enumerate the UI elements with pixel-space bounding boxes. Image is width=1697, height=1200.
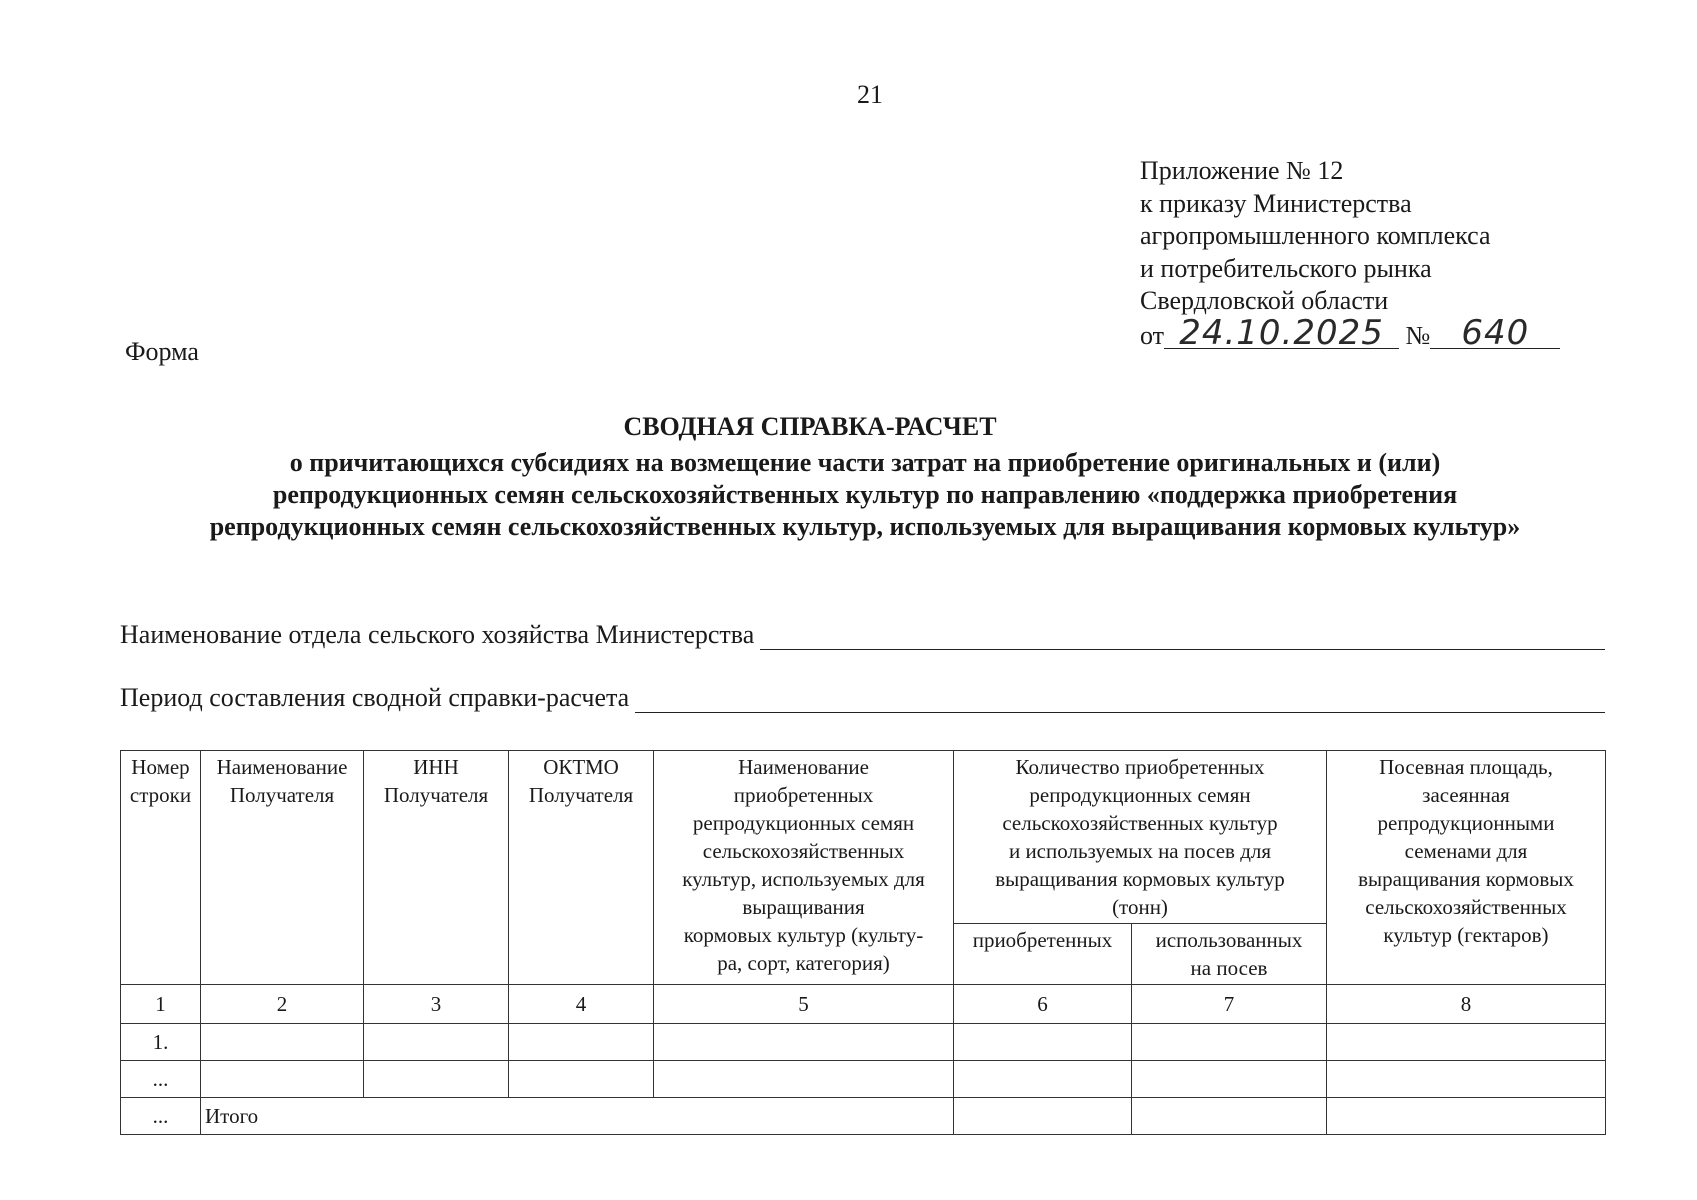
table-cell[interactable] [201, 1061, 364, 1098]
table-cell[interactable] [654, 1061, 954, 1098]
handwritten-date: 24.10.2025 [1164, 318, 1399, 349]
table-row [121, 1024, 1606, 1061]
subsidy-table [120, 750, 1606, 1135]
header-inn: ИНН Получателя [364, 751, 509, 985]
subtitle-line: репродукционных семян сельскохозяйственных культур по направлению «поддержка приобретения [272, 480, 1458, 509]
column-number: 7 [1132, 985, 1327, 1024]
header-purchased: приобретенных [954, 924, 1132, 985]
department-blank-line[interactable] [760, 627, 1605, 650]
form-label: Форма [125, 337, 199, 366]
column-number: 5 [654, 985, 954, 1024]
total-row [121, 1098, 1606, 1135]
table-cell[interactable] [654, 1024, 954, 1061]
row-number: 1. [121, 1024, 201, 1061]
number-label: № [1405, 320, 1431, 350]
header-row-number: Номер строки [121, 751, 201, 985]
table-cell[interactable] [1132, 1024, 1327, 1061]
table-cell[interactable] [1327, 1024, 1606, 1061]
department-label: Наименование отдела сельского хозяйства Министерства [120, 620, 755, 649]
order-date-number-line [1140, 312, 1560, 353]
header-oktmo: ОКТМО Получателя [509, 751, 654, 985]
period-label: Период составления сводной справки-расчета [120, 683, 630, 712]
table-cell[interactable] [364, 1024, 509, 1061]
subtitle-line: репродукционных семян сельскохозяйственных культур, используемых для выращивания кормовых культур» [209, 512, 1521, 541]
total-cell[interactable] [954, 1098, 1132, 1135]
header-seed-quantity: Количество приобретенных репродукционных семян сельскохозяйственных культур и используемых на посев для выращивания кормовых культур (тонн) [954, 751, 1327, 924]
column-number: 1 [121, 985, 201, 1024]
table-cell[interactable] [509, 1024, 654, 1061]
document-title: СВОДНАЯ СПРАВКА-РАСЧЕТ [623, 412, 997, 441]
total-cell[interactable] [1327, 1098, 1606, 1135]
column-number: 4 [509, 985, 654, 1024]
appendix-line: и потребительского рынка [1140, 253, 1432, 283]
page-number: 21 [857, 80, 883, 109]
total-label: Итого [201, 1098, 954, 1135]
header-sown-area: Посевная площадь, засеянная репродукционными семенами для выращивания кормовых сельскохозяйственных культур (гектаров) [1327, 751, 1606, 985]
header-row [121, 751, 1606, 924]
column-number: 8 [1327, 985, 1606, 1024]
column-number: 6 [954, 985, 1132, 1024]
subtitle-line: о причитающихся субсидиях на возмещение части затрат на приобретение оригинальных и (или) [289, 448, 1441, 477]
handwritten-number: 640 [1430, 318, 1560, 349]
appendix-line: Приложение № 12 [1140, 156, 1344, 185]
appendix-line: к приказу Министерства [1140, 188, 1412, 218]
from-label: от [1140, 320, 1165, 350]
table-cell[interactable] [1327, 1061, 1606, 1098]
total-cell[interactable] [1132, 1098, 1327, 1135]
column-number: 2 [201, 985, 364, 1024]
table-cell[interactable] [954, 1024, 1132, 1061]
table-cell[interactable] [954, 1061, 1132, 1098]
header-seed-name: Наименование приобретенных репродукционных семян сельскохозяйственных культур, используемых для выращивания кормовых культур (культу- ра, сорт, категория) [654, 751, 954, 985]
appendix-line: Свердловской области [1140, 286, 1389, 315]
column-number-row [121, 985, 1606, 1024]
appendix-line: агропромышленного комплекса [1140, 221, 1491, 250]
total-row-number: ... [121, 1098, 201, 1135]
row-number: ... [121, 1061, 201, 1098]
document-subtitle [130, 447, 1600, 543]
period-field [120, 683, 1605, 713]
column-number: 3 [364, 985, 509, 1024]
table-cell[interactable] [201, 1024, 364, 1061]
table-cell[interactable] [509, 1061, 654, 1098]
header-used-for-sowing: использованных на посев [1132, 924, 1327, 985]
department-field [120, 620, 1605, 650]
table-row [121, 1061, 1606, 1098]
header-recipient-name: Наименование Получателя [201, 751, 364, 985]
period-blank-line[interactable] [635, 690, 1605, 713]
table-cell[interactable] [1132, 1061, 1327, 1098]
table-cell[interactable] [364, 1061, 509, 1098]
appendix-block [1140, 155, 1560, 352]
